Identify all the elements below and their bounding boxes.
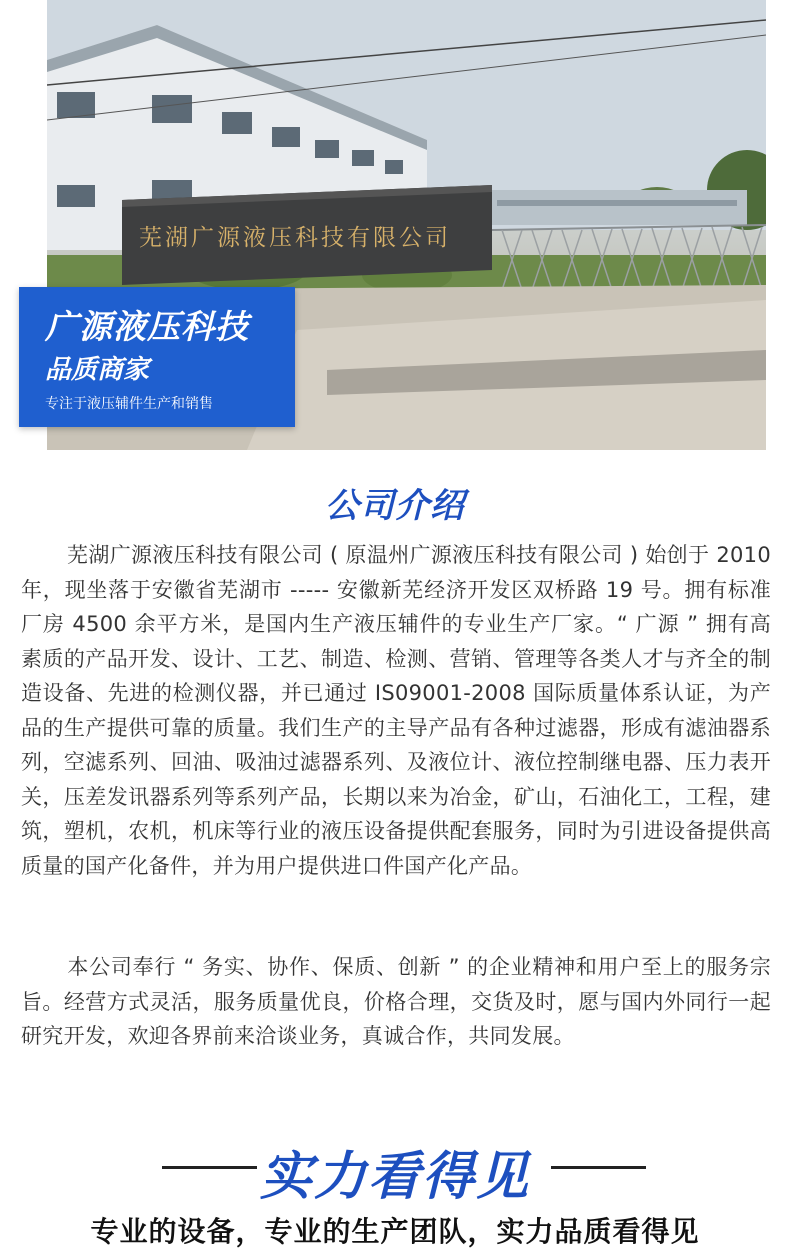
intro-paragraph-2 (21, 950, 771, 1054)
badge-tagline: 专注于液压辅件生产和销售 (45, 396, 213, 412)
strength-header (0, 1130, 790, 1207)
badge-title: 广源液压科技 (45, 307, 249, 346)
intro-heading: 公司介绍 (325, 486, 465, 526)
badge-subtitle: 品质商家 (45, 355, 150, 385)
brand-badge (19, 287, 295, 427)
strength-tagline: 专业的设备，专业的生产团队，实力品质看得见 (90, 1215, 700, 1248)
strength-heading: 实力看得见 (259, 1147, 530, 1207)
intro-paragraph-2-text: 本公司奉行 “ 务实、协作、保质、创新 ” 的企业精神和用户至上的服务宗旨。经营方式灵活，服务质量优良，价格合理，交货及时，愿与国内外同行一起研究开发，欢迎各界前来洽谈业务，真诚合作，共同发展。 (21, 955, 771, 1048)
sign-text: 芜湖广源液压科技有限公司 (139, 225, 451, 251)
divider-right (551, 1166, 646, 1169)
intro-paragraph-1-text: 芜湖广源液压科技有限公司 ( 原温州广源液压科技有限公司 ) 始创于 2010 年，现坐落于安徽省芜湖市 ----- 安徽新芜经济开发区双桥路 19 号。拥有标准厂房 4500 余平方米，是国内生产液压辅件的专业生产厂家。“ 广源 ” 拥有高素质的产品开发、设计、工艺、制造、检测、营销、管理等各类人才与齐全的制造设备、先进的检测仪器，并已通过 IS09001-2008 国际质量体系认证，为产品的生产提供可靠的质量。我们生产的主导产品有各种过滤器，形成有滤油器系列，空滤系列、回油、吸油过滤器系列、及液位计、液位控制继电器、压力表开关，压差发讯器系列等系列产品，长期以来为冶金，矿山，石油化工，工程，建筑，塑机，农机，机床等行业的液压设备提供配套服务，同时为引进设备提供高质量的国产化备件，并为用户提供进口件国产化产品。 (21, 543, 771, 878)
intro-paragraph-1 (21, 538, 771, 883)
